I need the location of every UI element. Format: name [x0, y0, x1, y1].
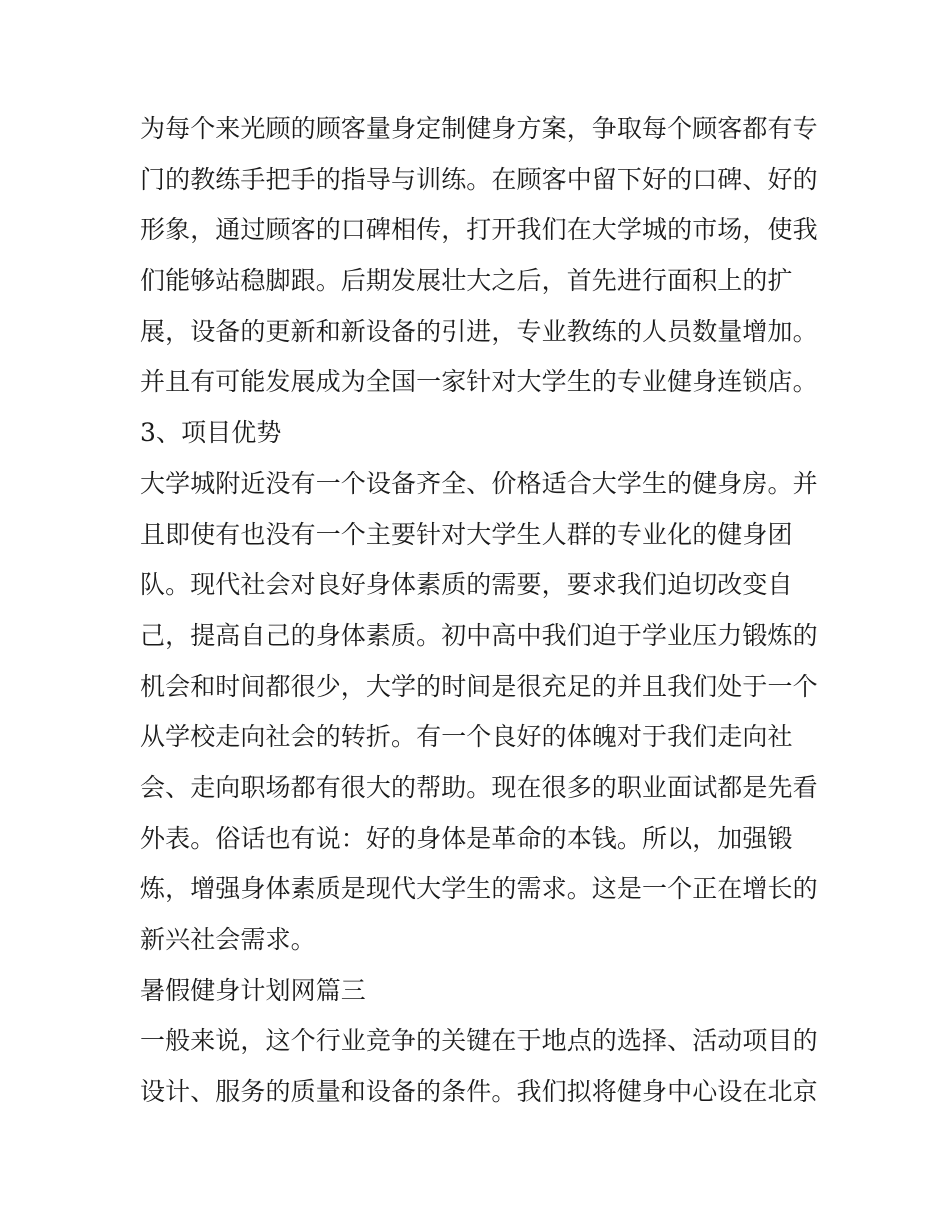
paragraph-line: 队。现代社会对良好身体素质的需要，要求我们迫切改变自 — [140, 570, 793, 600]
paragraph-line: 为每个来光顾的顾客量身定制健身方案，争取每个顾客都有专 — [140, 114, 818, 143]
section-heading: 3、项目优势 — [140, 418, 282, 448]
body-text — [140, 104, 830, 1118]
paragraph-line: 炼，增强身体素质是现代大学生的需求。这是一个正在增长的 — [140, 874, 818, 904]
paragraph-line: 并且有可能发展成为全国一家针对大学生的专业健身连锁店。 — [140, 367, 818, 397]
paragraph-line: 大学城附近没有一个设备齐全、价格适合大学生的健身房。并 — [140, 468, 818, 498]
paragraph-line: 新兴社会需求。 — [140, 925, 316, 954]
paragraph-line: 己，提高自己的身体素质。初中高中我们迫于学业压力锻炼的 — [140, 620, 818, 650]
paragraph-line: 且即使有也没有一个主要针对大学生人群的专业化的健身团 — [140, 519, 793, 549]
paragraph-line: 形象，通过顾客的口碑相传，打开我们在大学城的市场，使我 — [140, 215, 818, 245]
paragraph-line: 门的教练手把手的指导与训练。在顾客中留下好的口碑、好的 — [140, 164, 818, 194]
paragraph-line: 们能够站稳脚跟。后期发展壮大之后，首先进行面积上的扩 — [140, 266, 793, 296]
paragraph-line: 设计、服务的质量和设备的条件。我们拟将健身中心设在北京 — [140, 1077, 818, 1107]
paragraph-line: 会、走向职场都有很大的帮助。现在很多的职业面试都是先看 — [140, 772, 818, 802]
paragraph-line: 机会和时间都很少，大学的时间是很充足的并且我们处于一个 — [140, 671, 818, 701]
paragraph-line: 外表。俗话也有说：好的身体是革命的本钱。所以，加强锻 — [140, 823, 793, 853]
section-heading: 暑假健身计划网篇三 — [140, 975, 366, 1005]
paragraph-line: 从学校走向社会的转折。有一个良好的体魄对于我们走向社 — [140, 722, 793, 752]
paragraph-line: 一般来说，这个行业竞争的关键在于地点的选择、活动项目的 — [140, 1026, 818, 1056]
paragraph-line: 展，设备的更新和新设备的引进，专业教练的人员数量增加。 — [140, 316, 818, 346]
